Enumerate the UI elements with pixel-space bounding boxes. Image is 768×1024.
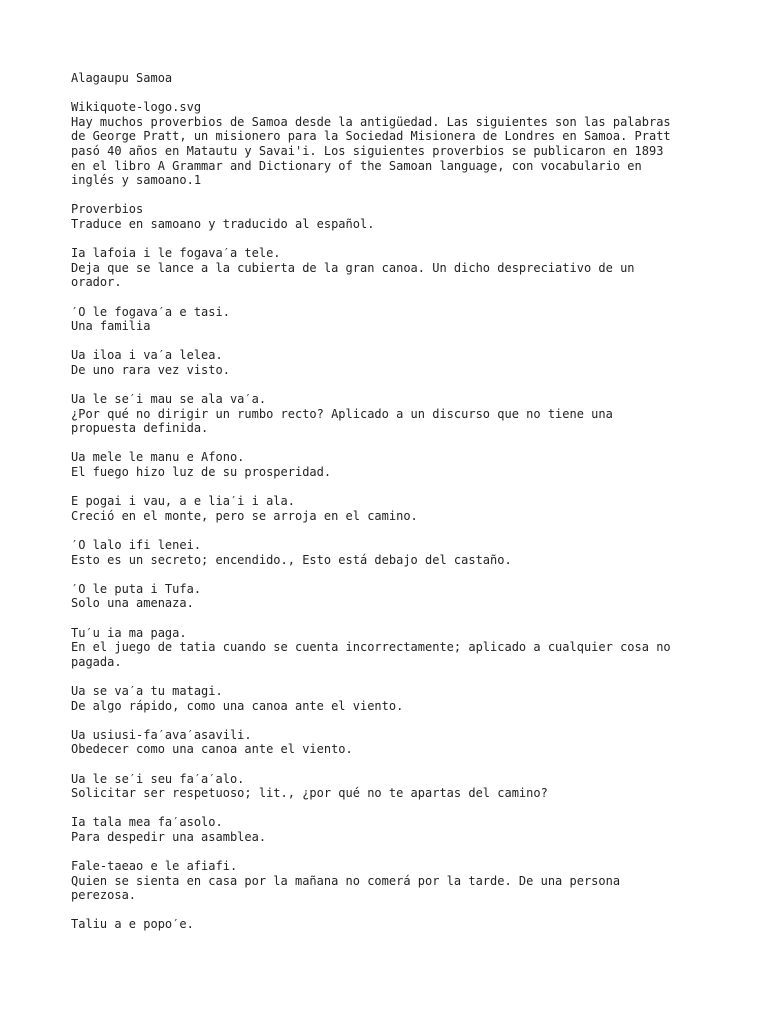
spacer xyxy=(71,290,711,305)
proverb-samoan: ′O le fogava′a e tasi. xyxy=(71,304,230,319)
proverb-entry xyxy=(71,392,711,436)
proverb-translation: orador. xyxy=(71,275,122,290)
proverb-translation: Para despedir una asamblea. xyxy=(71,829,267,844)
proverb-entry xyxy=(71,450,711,479)
proverb-translation: Obedecer como una canoa ante el viento. xyxy=(71,742,353,757)
spacer xyxy=(71,334,711,349)
spacer xyxy=(71,903,711,918)
proverb-samoan: Fale-taeao e le afiafi. xyxy=(71,859,238,874)
proverb-translation: Solo una amenaza. xyxy=(71,596,194,611)
proverb-samoan: Ua le se′i seu fa′a′alo. xyxy=(71,771,245,786)
proverb-samoan: Ua usiusi-fa′ava′asavili. xyxy=(71,727,252,742)
proverb-translation: Creció en el monte, pero se arroja en el camino. xyxy=(71,508,418,523)
spacer xyxy=(71,86,711,101)
proverb-translation: Esto es un secreto; encendido., Esto está debajo del castaño. xyxy=(71,552,512,567)
proverb-translation: pagada. xyxy=(71,654,122,669)
proverb-translation: perezosa. xyxy=(71,888,137,903)
spacer xyxy=(71,713,711,728)
proverb-entry xyxy=(71,728,711,757)
proverb-translation: En el juego de tatia cuando se cuenta incorrectamente; aplicado a cualquier cosa no xyxy=(71,640,671,655)
section-title: Proverbios xyxy=(71,202,144,217)
proverb-entry xyxy=(71,772,711,801)
section-subtitle: Traduce en samoano y traducido al español. xyxy=(71,216,375,231)
proverb-translation: El fuego hizo luz de su prosperidad. xyxy=(71,465,332,480)
proverb-list xyxy=(71,232,711,933)
proverb-samoan: Ia tala mea fa′asolo. xyxy=(71,815,223,830)
intro-line: pasó 40 años en Matautu y Savai'i. Los siguientes proverbios se publicaron en 1893 xyxy=(71,143,664,158)
proverb-entry xyxy=(71,917,711,932)
proverb-translation: propuesta definida. xyxy=(71,421,209,436)
page-title: Alagaupu Samoa xyxy=(71,71,173,85)
spacer xyxy=(71,611,711,626)
spacer xyxy=(71,757,711,772)
proverb-samoan: ′O lalo ifi lenei. xyxy=(71,538,202,552)
spacer xyxy=(71,480,711,495)
spacer xyxy=(71,436,711,451)
spacer xyxy=(71,377,711,392)
document-body xyxy=(71,71,711,932)
proverb-entry xyxy=(71,538,711,567)
proverb-samoan: Ua se va′a tu matagi. xyxy=(71,683,223,698)
proverb-samoan: Ua iloa i va′a lelea. xyxy=(71,348,223,363)
proverb-entry xyxy=(71,815,711,844)
spacer xyxy=(71,669,711,684)
spacer xyxy=(71,801,711,816)
proverb-samoan: Ua le se′i mau se ala va′a. xyxy=(71,392,267,407)
proverb-samoan: Ia lafoia i le fogava′a tele. xyxy=(71,246,281,261)
proverb-entry xyxy=(71,348,711,377)
proverb-entry xyxy=(71,305,711,334)
spacer xyxy=(71,523,711,538)
image-filename: Wikiquote-logo.svg xyxy=(71,100,202,115)
intro-line: Hay muchos proverbios de Samoa desde la antigüedad. Las siguientes son las palabras xyxy=(71,114,671,129)
proverb-samoan: ′O le puta i Tufa. xyxy=(71,581,202,596)
proverb-translation: Solicitar ser respetuoso; lit., ¿por qué no te apartas del camino? xyxy=(71,786,548,801)
proverb-translation: Una familia xyxy=(71,319,151,334)
spacer xyxy=(71,232,711,247)
spacer xyxy=(71,844,711,859)
proverb-entry xyxy=(71,582,711,611)
proverb-samoan: E pogai i vau, a e lia′i i ala. xyxy=(71,494,295,509)
proverb-translation: Quien se sienta en casa por la mañana no comerá por la tarde. De una persona xyxy=(71,873,621,888)
proverb-translation: ¿Por qué no dirigir un rumbo recto? Aplicado a un discurso que no tiene una xyxy=(71,406,613,421)
spacer xyxy=(71,567,711,582)
proverb-entry xyxy=(71,494,711,523)
proverb-translation: De uno rara vez visto. xyxy=(71,362,230,377)
proverb-entry xyxy=(71,859,711,903)
intro-line: inglés y samoano.1 xyxy=(71,173,202,188)
intro-line: en el libro A Grammar and Dictionary of the Samoan language, con vocabulario en xyxy=(71,158,642,173)
proverb-translation: Deja que se lance a la cubierta de la gran canoa. Un dicho despreciativo de un xyxy=(71,260,635,275)
proverb-entry xyxy=(71,246,711,290)
proverb-samoan: Ua mele le manu e Afono. xyxy=(71,450,245,465)
intro-line: de George Pratt, un misionero para la Sociedad Misionera de Londres en Samoa. Pratt xyxy=(71,129,671,144)
proverb-entry xyxy=(71,626,711,670)
proverb-translation: De algo rápido, como una canoa ante el viento. xyxy=(71,698,404,713)
proverb-entry xyxy=(71,684,711,713)
spacer xyxy=(71,188,711,203)
proverb-samoan: Taliu a e popo′e. xyxy=(71,917,194,932)
proverb-samoan: Tu′u ia ma paga. xyxy=(71,625,187,640)
